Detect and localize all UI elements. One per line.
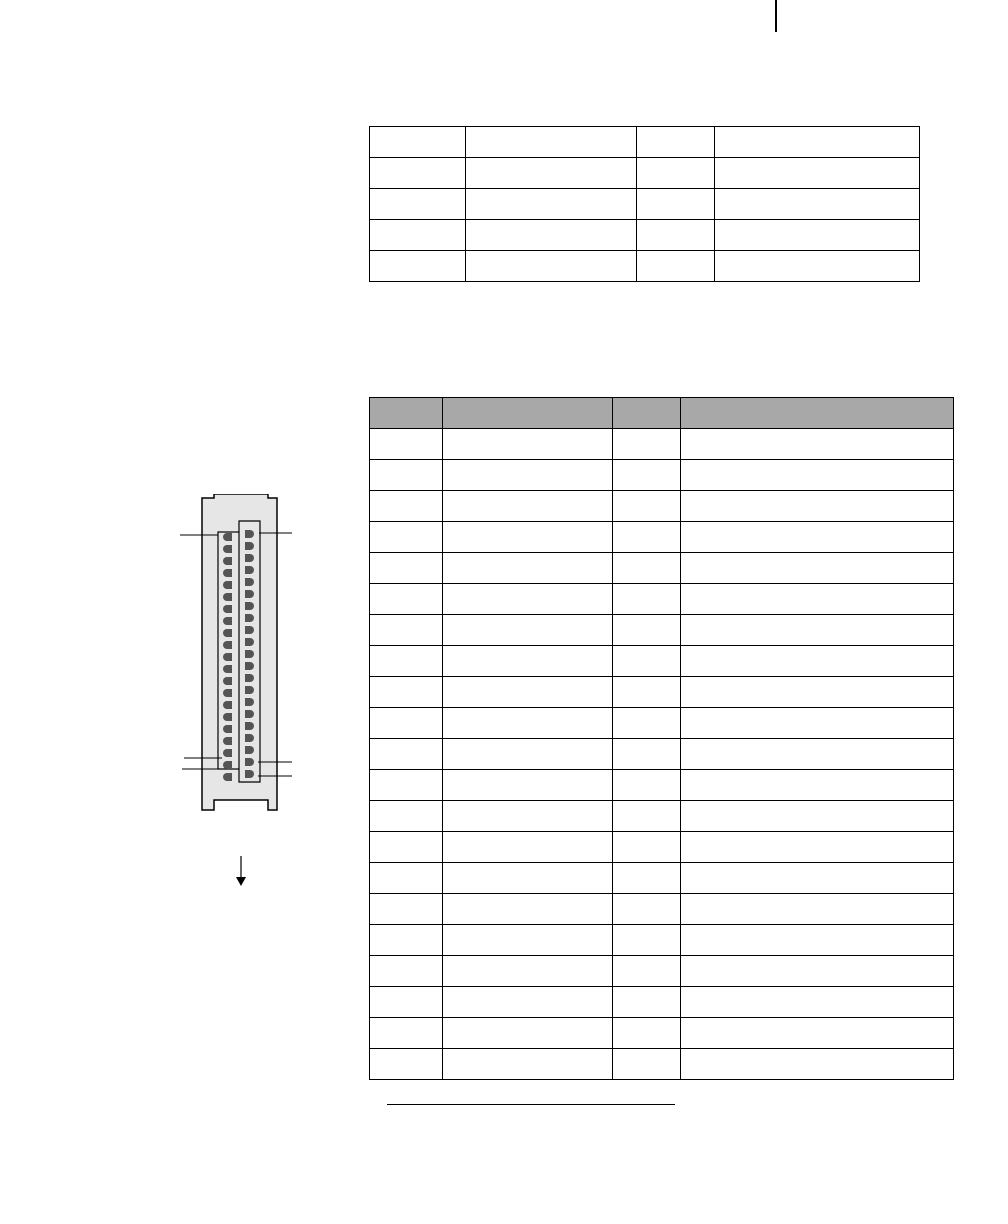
pin-table-row <box>370 522 954 553</box>
pin-table-cell <box>613 708 681 739</box>
pin-table-cell <box>613 956 681 987</box>
pin-table-cell <box>681 739 954 770</box>
pin-table-cell <box>370 1049 443 1080</box>
pin-table-cell <box>613 863 681 894</box>
pin-table-cell <box>681 801 954 832</box>
pin-table-row <box>370 925 954 956</box>
pin-table-cell <box>681 863 954 894</box>
pin-table-cell <box>370 615 443 646</box>
top-table-cell <box>370 220 466 251</box>
pin-table-cell <box>443 491 613 522</box>
pin-table-cell <box>681 925 954 956</box>
pin-table-cell <box>681 770 954 801</box>
pin-table-cell <box>370 770 443 801</box>
pin-table-cell <box>613 894 681 925</box>
pin-table-row <box>370 801 954 832</box>
pin-table-cell <box>443 770 613 801</box>
pin-table-cell <box>681 677 954 708</box>
down-arrow-icon <box>235 856 247 886</box>
connector-pin-left <box>223 677 232 685</box>
pin-table-cell <box>681 894 954 925</box>
top-table-cell <box>637 189 715 220</box>
pin-table-cell <box>681 832 954 863</box>
pin-table-cell <box>613 987 681 1018</box>
pin-table-row <box>370 894 954 925</box>
pin-table-cell <box>681 646 954 677</box>
top-table-cell <box>466 189 637 220</box>
pin-table-cell <box>681 553 954 584</box>
pin-table-row <box>370 460 954 491</box>
footnote-rule <box>387 1104 675 1105</box>
pin-table-cell <box>370 863 443 894</box>
pin-table-cell <box>681 429 954 460</box>
pin-table-cell <box>681 460 954 491</box>
pin-table-row <box>370 708 954 739</box>
pin-table-cell <box>370 460 443 491</box>
pin-table-cell <box>681 708 954 739</box>
pin-table-cell <box>613 429 681 460</box>
pin-table-header-cell <box>613 398 681 429</box>
pin-table-cell <box>443 646 613 677</box>
pin-table-cell <box>443 801 613 832</box>
connector-pin-left <box>223 689 232 697</box>
pin-table-cell <box>613 553 681 584</box>
pin-table-header-row <box>370 398 954 429</box>
pin-table-cell <box>681 522 954 553</box>
pin-table-cell <box>370 832 443 863</box>
pin-table-cell <box>443 739 613 770</box>
top-table-cell <box>637 251 715 282</box>
pin-table-cell <box>613 739 681 770</box>
connector-pin-left <box>223 533 232 541</box>
top-table-cell <box>466 220 637 251</box>
pin-table-cell <box>613 491 681 522</box>
pin-table-row <box>370 863 954 894</box>
top-table-cell <box>370 127 466 158</box>
top-table-row <box>370 127 920 158</box>
connector-pin-left <box>223 569 232 577</box>
connector-pin-left <box>223 605 232 613</box>
pin-table-row <box>370 770 954 801</box>
top-table-cell <box>370 251 466 282</box>
pin-table-cell <box>370 491 443 522</box>
pin-table-cell <box>681 1018 954 1049</box>
pin-table-cell <box>613 584 681 615</box>
pin-table-cell <box>613 1049 681 1080</box>
connector-pin-left <box>223 629 232 637</box>
connector-pin-right <box>245 686 254 694</box>
top-table-row <box>370 189 920 220</box>
top-table-body <box>370 127 920 282</box>
connector-pin-right <box>245 554 254 562</box>
connector-pin-left <box>223 545 232 553</box>
pin-table-cell <box>370 739 443 770</box>
connector-pin-right <box>245 746 254 754</box>
connector-pin-right <box>245 578 254 586</box>
connector-pin-right <box>245 698 254 706</box>
pin-table-cell <box>443 1049 613 1080</box>
pin-table-cell <box>613 646 681 677</box>
pin-table-cell <box>681 491 954 522</box>
pin-table-cell <box>370 584 443 615</box>
connector-pin-left <box>223 725 232 733</box>
connector-pin-right <box>245 602 254 610</box>
top-table-cell <box>715 158 920 189</box>
pin-table-row <box>370 429 954 460</box>
pin-table-row <box>370 553 954 584</box>
pin-table-row <box>370 956 954 987</box>
pin-table-header-cell <box>370 398 443 429</box>
pin-table-cell <box>370 925 443 956</box>
pin-table-cell <box>681 956 954 987</box>
connector-pin-right <box>245 662 254 670</box>
pin-table-cell <box>443 708 613 739</box>
pin-table-cell <box>443 832 613 863</box>
top-table-cell <box>370 158 466 189</box>
pin-table-cell <box>613 832 681 863</box>
top-table-row <box>370 251 920 282</box>
connector-pin-left <box>223 761 232 769</box>
connector-pin-left <box>223 773 232 781</box>
top-table <box>369 126 920 282</box>
pin-table-cell <box>613 1018 681 1049</box>
pin-table-cell <box>681 987 954 1018</box>
pin-table <box>369 397 954 1080</box>
connector-pin-right <box>245 650 254 658</box>
pin-table-cell <box>370 987 443 1018</box>
top-table-cell <box>466 127 637 158</box>
pin-table-cell <box>443 987 613 1018</box>
pin-table-cell <box>613 925 681 956</box>
pin-table-row <box>370 987 954 1018</box>
connector-pin-left <box>223 581 232 589</box>
pin-table-cell <box>370 553 443 584</box>
connector-pin-left <box>223 557 232 565</box>
connector-pin-right <box>245 542 254 550</box>
pin-table-cell <box>681 1049 954 1080</box>
pin-table-header-cell <box>681 398 954 429</box>
top-table-cell <box>637 158 715 189</box>
pin-table-row <box>370 615 954 646</box>
top-table-cell <box>637 127 715 158</box>
connector-pin-right <box>245 590 254 598</box>
pin-table-cell <box>443 677 613 708</box>
connector-pin-right <box>245 758 254 766</box>
connector-pin-left <box>223 653 232 661</box>
page-edge-mark <box>775 0 777 32</box>
pin-table-cell <box>370 801 443 832</box>
connector-pin-right <box>245 566 254 574</box>
top-table-cell <box>715 251 920 282</box>
pin-table-cell <box>613 801 681 832</box>
connector-pin-left <box>223 593 232 601</box>
pin-table-cell <box>443 615 613 646</box>
pin-table-cell <box>370 956 443 987</box>
connector-pin-right <box>245 614 254 622</box>
pin-table-row <box>370 584 954 615</box>
connector-pin-left <box>223 749 232 757</box>
pin-table-cell <box>613 460 681 491</box>
pin-table-header-cell <box>443 398 613 429</box>
pin-table-cell <box>370 429 443 460</box>
pin-table-cell <box>681 615 954 646</box>
connector-pin-left <box>223 617 232 625</box>
pin-table-cell <box>370 894 443 925</box>
pin-table-cell <box>443 584 613 615</box>
connector-pin-right <box>245 674 254 682</box>
connector-pin-left <box>223 737 232 745</box>
pin-table-row <box>370 832 954 863</box>
pin-table-row <box>370 646 954 677</box>
pin-table-cell <box>370 1018 443 1049</box>
pin-table-row <box>370 491 954 522</box>
top-table-cell <box>370 189 466 220</box>
connector-pin-right <box>245 722 254 730</box>
top-table-row <box>370 158 920 189</box>
pin-table-cell <box>443 956 613 987</box>
pin-table-row <box>370 1049 954 1080</box>
pin-table-cell <box>370 708 443 739</box>
connector-pin-right <box>245 530 254 538</box>
top-table-cell <box>715 189 920 220</box>
pin-table-row <box>370 739 954 770</box>
pin-table-body <box>370 429 954 1080</box>
pin-table-cell <box>370 646 443 677</box>
pin-column-left <box>223 533 232 781</box>
pin-table-cell <box>613 770 681 801</box>
connector-pin-right <box>245 770 254 778</box>
pin-column-right <box>245 530 254 778</box>
pin-table-cell <box>681 584 954 615</box>
pin-table-cell <box>443 1018 613 1049</box>
connector-pin-right <box>245 638 254 646</box>
top-table-row <box>370 220 920 251</box>
connector-pin-right <box>245 626 254 634</box>
pin-table-cell <box>613 677 681 708</box>
pin-table-cell <box>443 460 613 491</box>
pin-table-cell <box>370 522 443 553</box>
connector-pin-left <box>223 665 232 673</box>
top-table-cell <box>466 158 637 189</box>
pin-table-cell <box>443 925 613 956</box>
connector-pin-left <box>223 701 232 709</box>
connector-pin-right <box>245 710 254 718</box>
connector-pin-left <box>223 713 232 721</box>
pin-table-cell <box>443 553 613 584</box>
connector-diagram <box>180 494 300 814</box>
connector-pin-left <box>223 641 232 649</box>
pin-table-row <box>370 1018 954 1049</box>
pin-table-row <box>370 677 954 708</box>
pin-table-cell <box>370 677 443 708</box>
top-table-cell <box>637 220 715 251</box>
pin-table-cell <box>613 615 681 646</box>
pin-table-cell <box>443 863 613 894</box>
top-table-cell <box>715 127 920 158</box>
pin-table-cell <box>443 429 613 460</box>
top-table-cell <box>466 251 637 282</box>
pin-table-cell <box>613 522 681 553</box>
connector-pin-right <box>245 734 254 742</box>
pin-table-cell <box>443 522 613 553</box>
pin-table-cell <box>443 894 613 925</box>
top-table-cell <box>715 220 920 251</box>
